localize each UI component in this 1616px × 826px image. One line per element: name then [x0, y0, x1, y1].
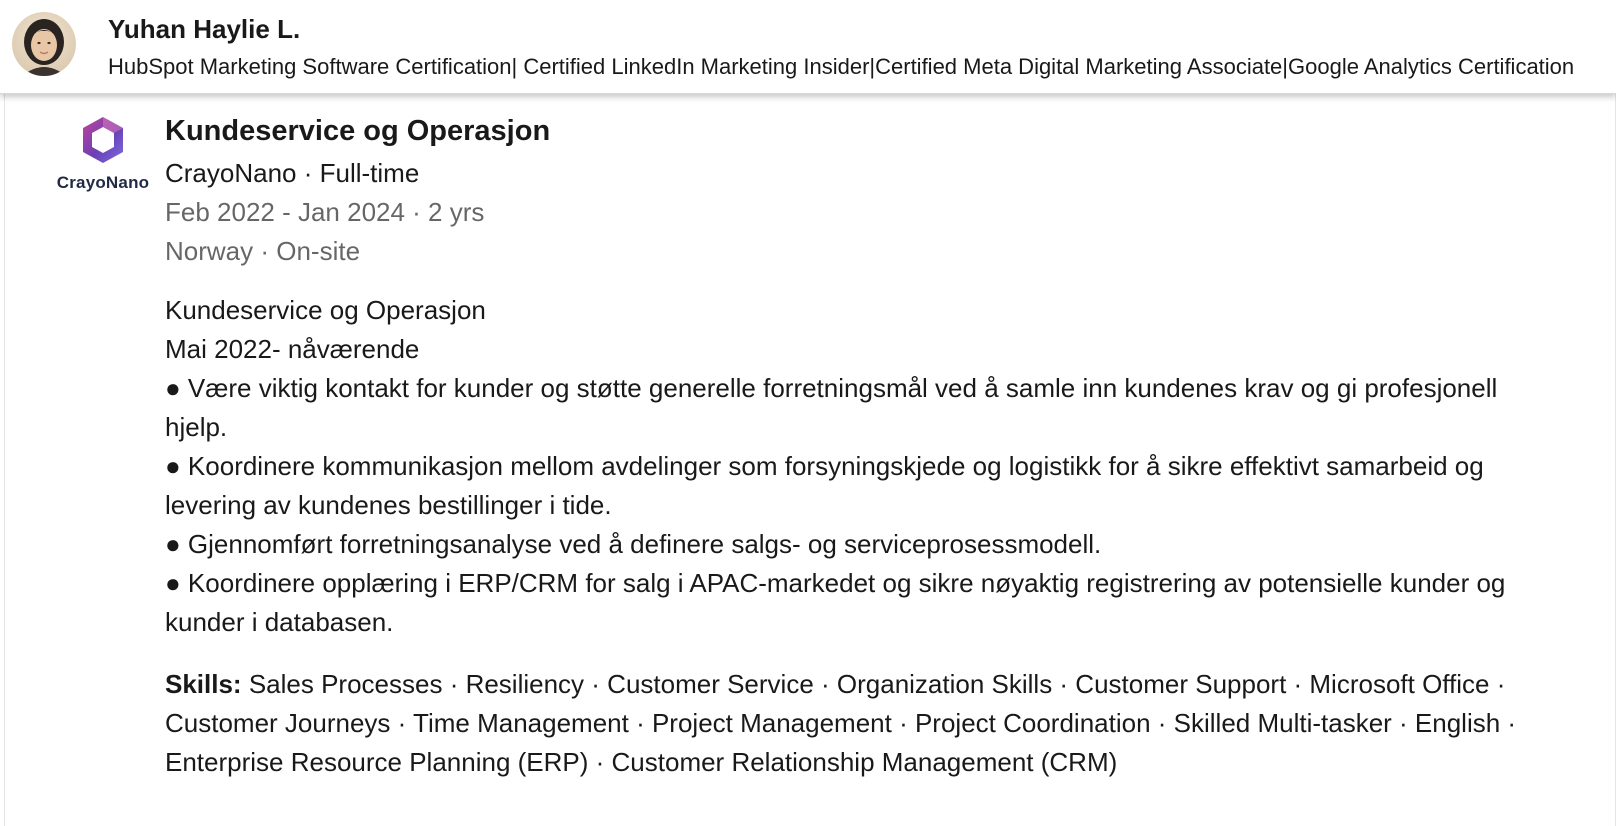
experience-description — [165, 291, 1545, 642]
skills-label: Skills: — [165, 669, 242, 699]
employment-dates: Feb 2022 - Jan 2024 · 2 yrs — [165, 197, 485, 227]
experience-card — [4, 93, 1616, 826]
skills-list — [165, 665, 1545, 782]
description-bullet: ● Gjennomført forretningsanalyse ved å definere salgs- og serviceprosessmodell. — [165, 529, 1102, 559]
company-logo[interactable] — [51, 115, 155, 195]
role-title[interactable]: Kundeservice og Operasjon — [165, 115, 551, 147]
description-bullet: ● Koordinere opplæring i ERP/CRM for salg i APAC-markedet og sikre nøyaktig registrering av potensielle kunder og kunder i databasen. — [165, 568, 1506, 637]
skills-text: Sales Processes · Resiliency · Customer Service · Organization Skills · Customer Support · Microsoft Office · Customer Journeys · Time Management · Project Management · Project Coordination · Skilled Multi-tasker · English · Enterprise Resource Planning (ERP) · Customer Relationship Management (CRM) — [165, 669, 1517, 777]
profile-avatar[interactable] — [12, 12, 76, 76]
avatar-photo-icon — [12, 12, 76, 76]
description-bullet: ● Være viktig kontakt for kunder og støtte generelle forretningsmål ved å samle inn kundenes krav og gi profesjonell hjelp. — [165, 373, 1498, 442]
sticky-profile-header — [0, 0, 1616, 94]
company-logo-text: CrayoNano — [56, 173, 150, 192]
profile-name[interactable]: Yuhan Haylie L. — [108, 14, 301, 44]
employment-location: Norway · On-site — [165, 236, 361, 266]
experience-details — [165, 111, 1545, 782]
crayonano-logo-icon — [79, 115, 127, 165]
description-bullet: ● Koordinere kommunikasjon mellom avdelinger som forsyningskjede og logistikk for å sikre effektivt samarbeid og levering av kundenes bestillinger i tide. — [165, 451, 1484, 520]
description-period: Mai 2022- nåværende — [165, 334, 420, 364]
description-heading: Kundeservice og Operasjon — [165, 295, 486, 325]
company-employment-type: CrayoNano · Full-time — [165, 158, 420, 188]
profile-headline: HubSpot Marketing Software Certification| Certified LinkedIn Marketing Insider|Certified Meta Digital Marketing Associate|Google Analytics Certification — [108, 54, 1575, 79]
